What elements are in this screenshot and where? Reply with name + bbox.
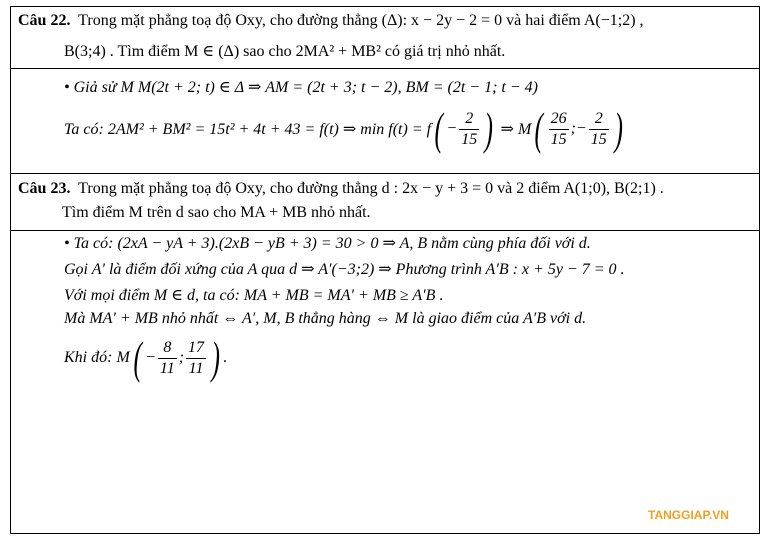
s23-line4 bbox=[64, 310, 586, 328]
s23-line2-text: Gọi A′ là điểm đối xứng của A qua d ⇒ A′(−3;2) ⇒ Phương trình A′B : x + 5y − 7 = 0 . bbox=[64, 261, 625, 278]
s23-line3 bbox=[64, 285, 443, 305]
s22-line2-text: Ta có: 2AM² + BM² = 15t² + 4t + 43 = f(t) ⇒ min f(t) = f bbox=[64, 121, 432, 138]
s23-y-fraction: $\frac{17}{11}$ bbox=[188, 338, 205, 377]
q23-text-2: Tìm điểm M trên d sao cho MA + MB nhỏ nhất. bbox=[62, 204, 371, 221]
s23-line1 bbox=[64, 233, 591, 253]
s22-line1 bbox=[64, 77, 538, 97]
question-22 bbox=[10, 6, 760, 69]
s23-line2 bbox=[64, 259, 625, 279]
s23-line5-text: Khi đó: M bbox=[64, 349, 130, 366]
s23-line1-text: • Ta có: (2xA − yA + 3).(2xB − yB + 3) = 30 > 0 ⇒ A, B nằm cùng phía đối với d. bbox=[64, 235, 591, 252]
q22-line1 bbox=[18, 12, 644, 30]
q23-label: Câu 23. bbox=[18, 180, 71, 197]
q22-text-1: Trong mặt phẳng toạ độ Oxy, cho đường thẳng (Δ): x − 2y − 2 = 0 và hai điểm A(−1;2) , bbox=[78, 12, 644, 29]
q22-label: Câu 22. bbox=[18, 12, 71, 29]
s22-line2: Ta có: 2AM² + BM² = 15t² + 4t + 43 = f(t) ⇒ min f(t) = f ( − $\frac{2}{15}$ ) ⇒ M ( $\frac{26}{15}$ ;− $\frac{2}{15}$ ) bbox=[64, 103, 623, 154]
q23-line1 bbox=[18, 180, 664, 198]
solution-22 bbox=[10, 69, 760, 173]
q23-line2 bbox=[62, 204, 371, 222]
q22-line2 bbox=[64, 41, 505, 61]
q22-text-2: B(3;4) . Tìm điểm M ∈ (Δ) sao cho 2MA² + MB² có giá trị nhỏ nhất. bbox=[64, 43, 506, 60]
s23-x-fraction: $\frac{8}{11}$ bbox=[159, 338, 175, 377]
s23-line3-text: Với mọi điểm M ∈ d, ta có: MA + MB = MA′ + MB ≥ A′B . bbox=[64, 287, 444, 304]
q23-text-1: Trong mặt phẳng toạ độ Oxy, cho đường thẳng d : 2x − y + 3 = 0 và 2 điểm A(1;0), B(2;1) . bbox=[78, 180, 664, 197]
s22-min-fraction: $\frac{2}{15}$ bbox=[461, 109, 478, 148]
s22-line1-text: • Giả sử M M(2t + 2; t) ∈ Δ ⇒ AM = (2t + 3; t − 2), BM = (2t − 1; t − 4) bbox=[64, 79, 538, 96]
s22-my-fraction: $\frac{2}{15}$ bbox=[590, 109, 607, 148]
s22-mx-fraction: $\frac{26}{15}$ bbox=[550, 109, 567, 148]
solution-23 bbox=[10, 231, 760, 534]
s22-arrow: ⇒ M bbox=[500, 121, 532, 138]
brand-watermark: TANGGIAP.VN bbox=[648, 508, 729, 522]
s23-line4-text: Mà MA′ + MB nhỏ nhất ⇔ A′, M, B thẳng hàng ⇔ M là giao điểm của A′B với d. bbox=[64, 310, 587, 327]
s23-line5: Khi đó: M ( − $\frac{8}{11}$ ; $\frac{17}{11}$ ) . bbox=[64, 332, 228, 383]
question-23 bbox=[10, 173, 760, 231]
